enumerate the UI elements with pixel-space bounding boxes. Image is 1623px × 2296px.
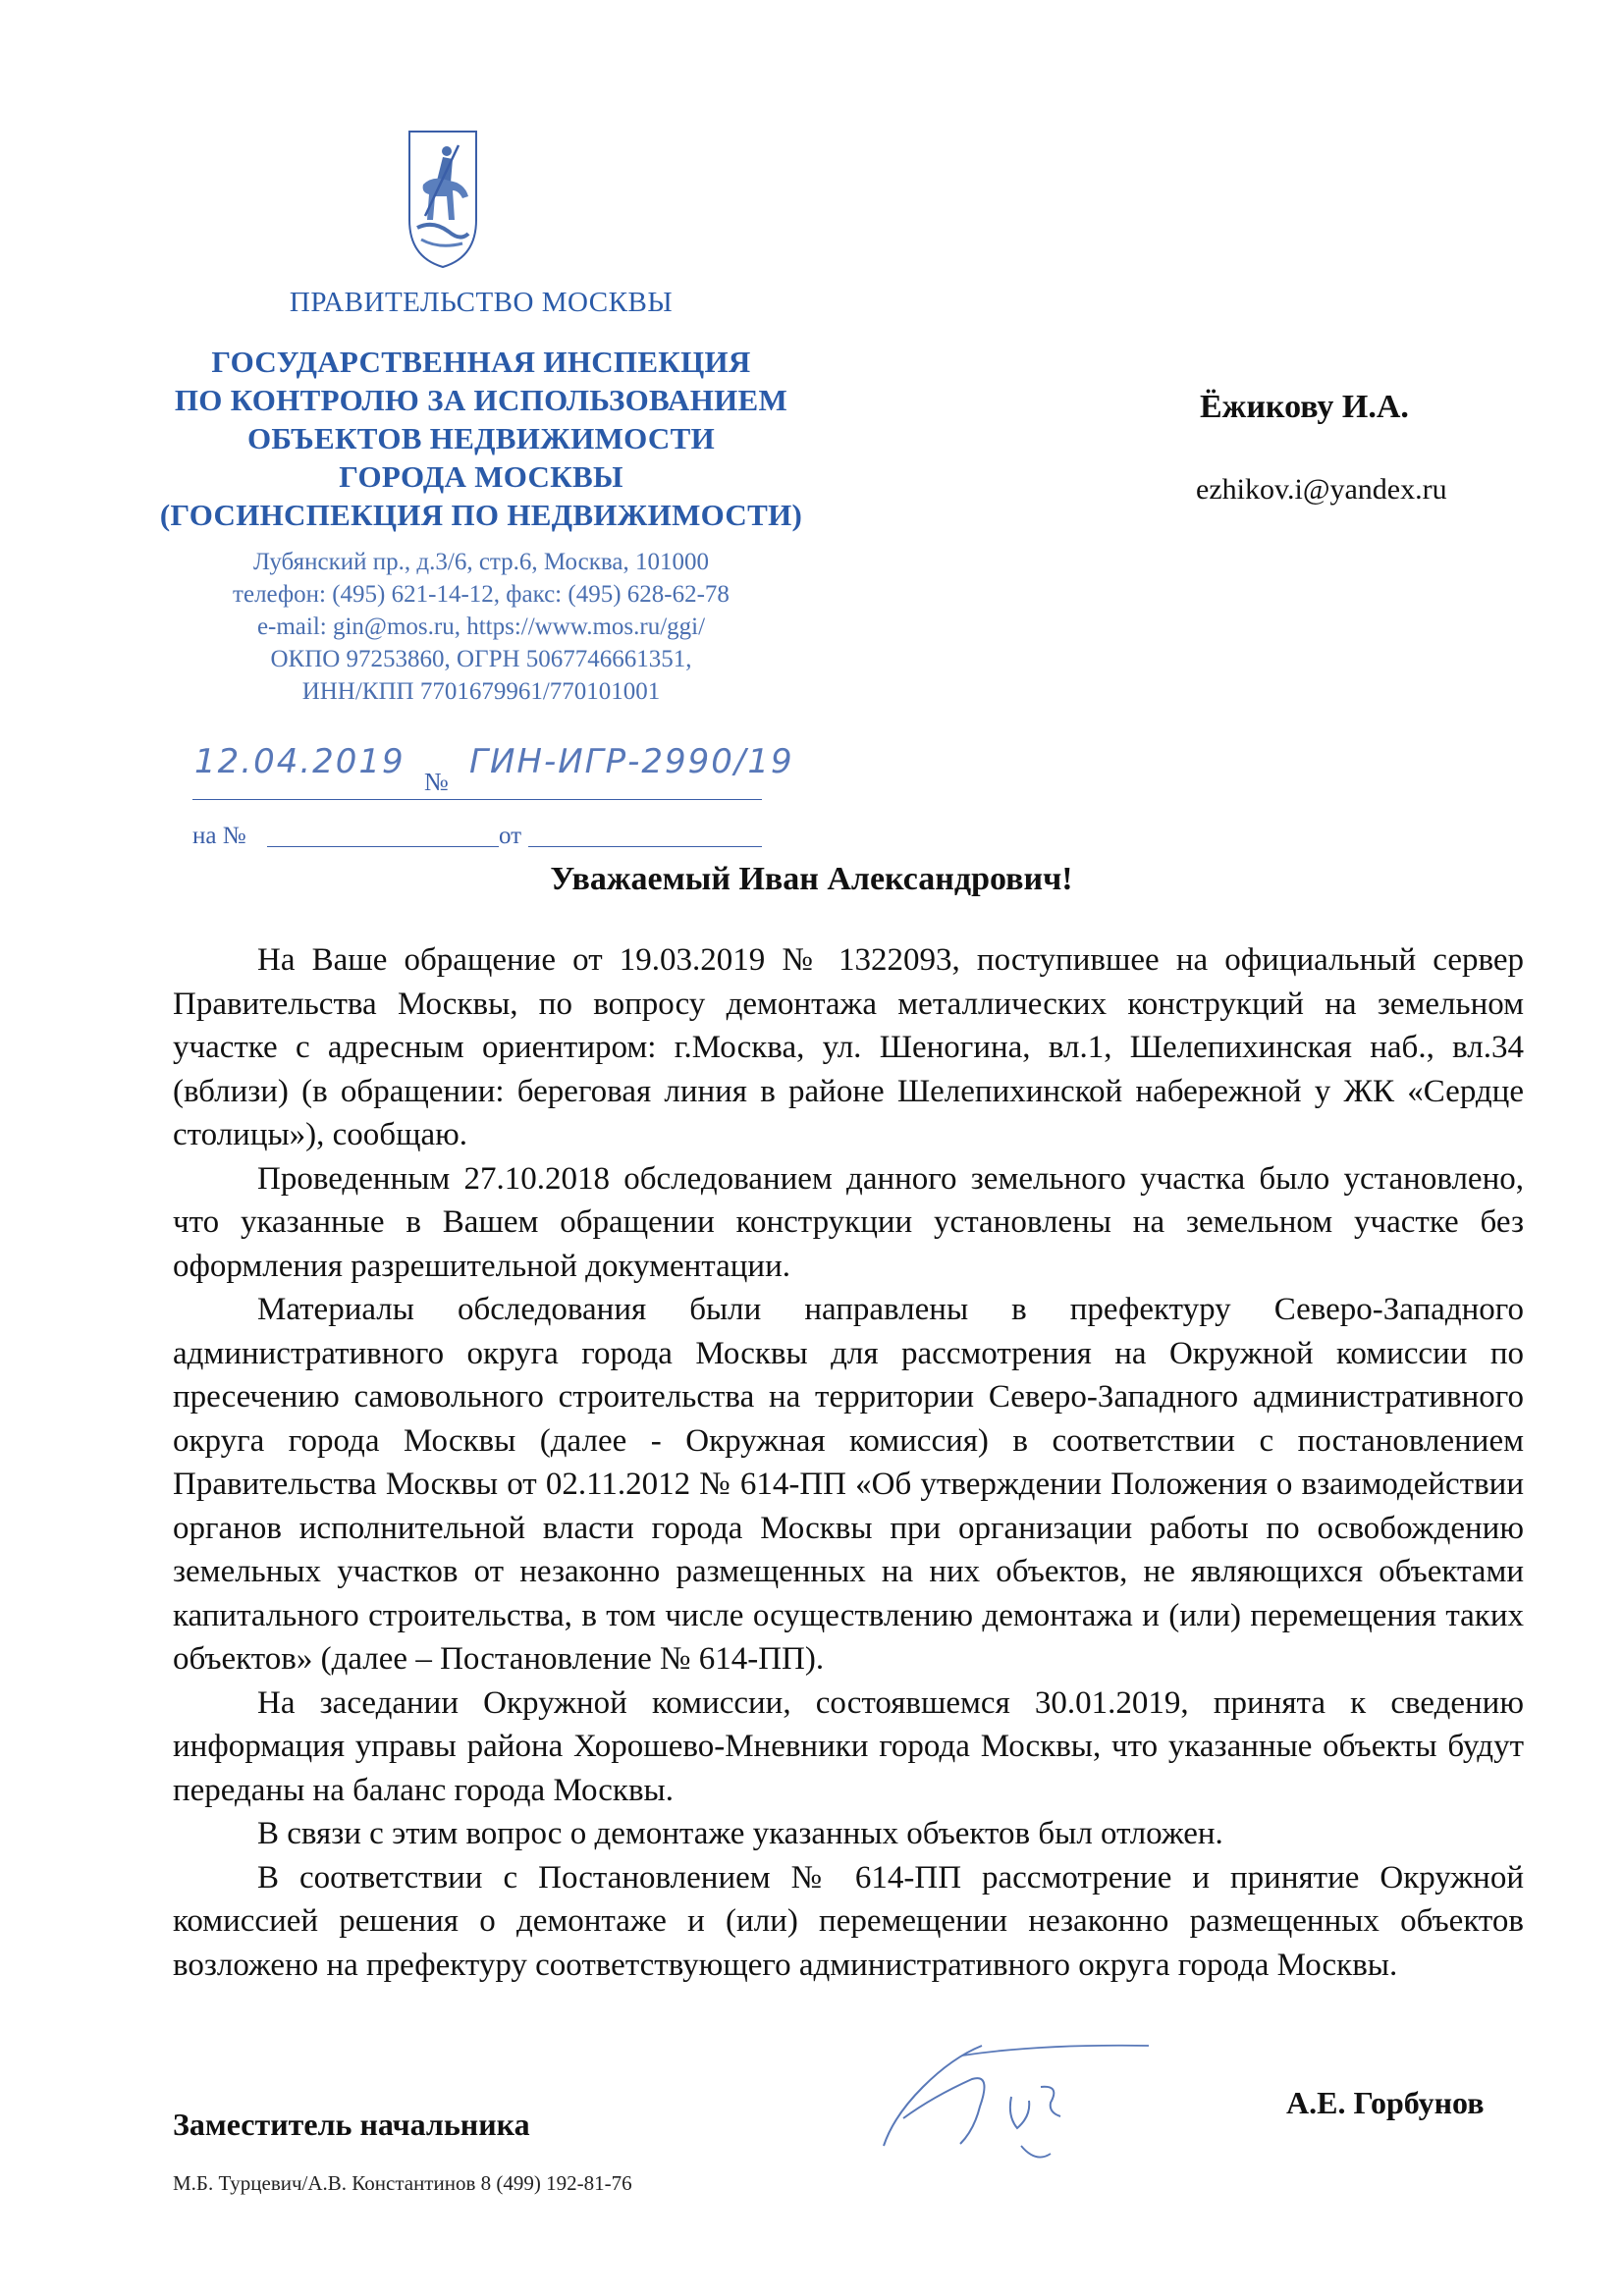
body-paragraph: На Ваше обращение от 19.03.2019 № 1322093, поступившее на официальный сервер Правительства Москвы, по вопросу демонтажа металлических конструкций на земельном участке с адресным ориентиром: г.Москва, ул. Шеногина, вл.1, Шелепихинская наб., вл.34 (вблизи) (в обращении: береговая линия в районе Шелепихинской набережной у ЖК «Сердце столицы»), сообщаю. [173, 942, 1524, 1152]
contact-line: e-mail: gin@mos.ru, https://www.mos.ru/ggi/ [256, 614, 706, 640]
contact-line: телефон: (495) 621-14-12, факс: (495) 628-62-78 [233, 581, 730, 608]
registration-number-label: № [424, 768, 449, 796]
reference-date-blank [528, 846, 762, 847]
body-paragraph: На заседании Окружной комиссии, состоявшемся 30.01.2019, принята к сведению информация управы района Хорошево-Мневники города Москвы, что указанные объекты будут переданы на баланс города Москвы. [173, 1684, 1524, 1808]
body-paragraph: В связи с этим вопрос о демонтаже указанных объектов был отложен. [257, 1816, 1223, 1851]
inspection-name-line: ОБЪЕКТОВ НЕДВИЖИМОСТИ [246, 421, 715, 455]
letter-body [173, 938, 1524, 1987]
handwritten-signature [864, 2038, 1159, 2165]
reference-number-blank [267, 846, 499, 847]
contact-line: Лубянский пр., д.3/6, стр.6, Москва, 101000 [253, 549, 709, 575]
inspection-name-line: ПО КОНТРОЛЮ ЗА ИСПОЛЬЗОВАНИЕМ [174, 383, 788, 417]
body-paragraph: В соответствии с Постановлением № 614-ПП рассмотрение и принятие Окружной комиссией решения о демонтаже и (или) перемещении незаконно размещенных объектов возложено на префектуру соответствующего административного округа города Москвы. [173, 1859, 1524, 1983]
registration-date: 12.04.2019 [194, 742, 406, 781]
addressee-email: ezhikov.i@yandex.ru [1196, 473, 1447, 506]
moscow-coat-of-arms-icon [404, 126, 482, 271]
registration-number: ГИН-ИГР-2990/19 [469, 742, 794, 781]
government-name: ПРАВИТЕЛЬСТВО МОСКВЫ [289, 287, 674, 318]
addressee-name: Ёжикову И.А. [1200, 389, 1409, 425]
reference-number-label: на № [192, 823, 246, 849]
reference-date-label: от [499, 823, 522, 849]
registration-underline [192, 799, 762, 800]
body-paragraph: Проведенным 27.10.2018 обследованием данного земельного участка было установлено, что указанные в Вашем обращении конструкции установлены на земельном участке без оформления разрешительной документации. [173, 1160, 1524, 1284]
executor-contact: М.Б. Турцевич/А.В. Константинов 8 (499) 192-81-76 [173, 2171, 632, 2195]
inspection-name-line: (ГОСИНСПЕКЦИЯ ПО НЕДВИЖИМОСТИ) [159, 498, 803, 532]
inspection-name-line: ГОРОДА МОСКВЫ [339, 459, 623, 494]
inspection-name-line: ГОСУДАРСТВЕННАЯ ИНСПЕКЦИЯ [211, 345, 751, 379]
salutation: Уважаемый Иван Александрович! [550, 861, 1073, 897]
signer-name: А.Е. Горбунов [1286, 2085, 1485, 2120]
signer-title: Заместитель начальника [173, 2107, 530, 2142]
contact-line: ОКПО 97253860, ОГРН 5067746661351, [270, 646, 692, 672]
contact-line: ИНН/КПП 7701679961/770101001 [301, 678, 661, 705]
body-paragraph: Материалы обследования были направлены в префектуру Северо-Западного административного округа города Москвы для рассмотрения на Окружной комиссии по пресечению самовольного строительства на территории Северо-Западного административного округа города Москвы (далее - Окружная комиссия) в соответствии с постановлением Правительства Москвы от 02.11.2012 № 614-ПП «Об утверждении Положения о взаимодействии органов исполнительной власти города Москвы при организации работы по освобождению земельных участков от незаконно размещенных на них объектов, не являющихся объектами капитального строительства, в том числе осуществлению демонтажа и (или) перемещения таких объектов» (далее – Постановление № 614-ПП). [173, 1292, 1524, 1677]
